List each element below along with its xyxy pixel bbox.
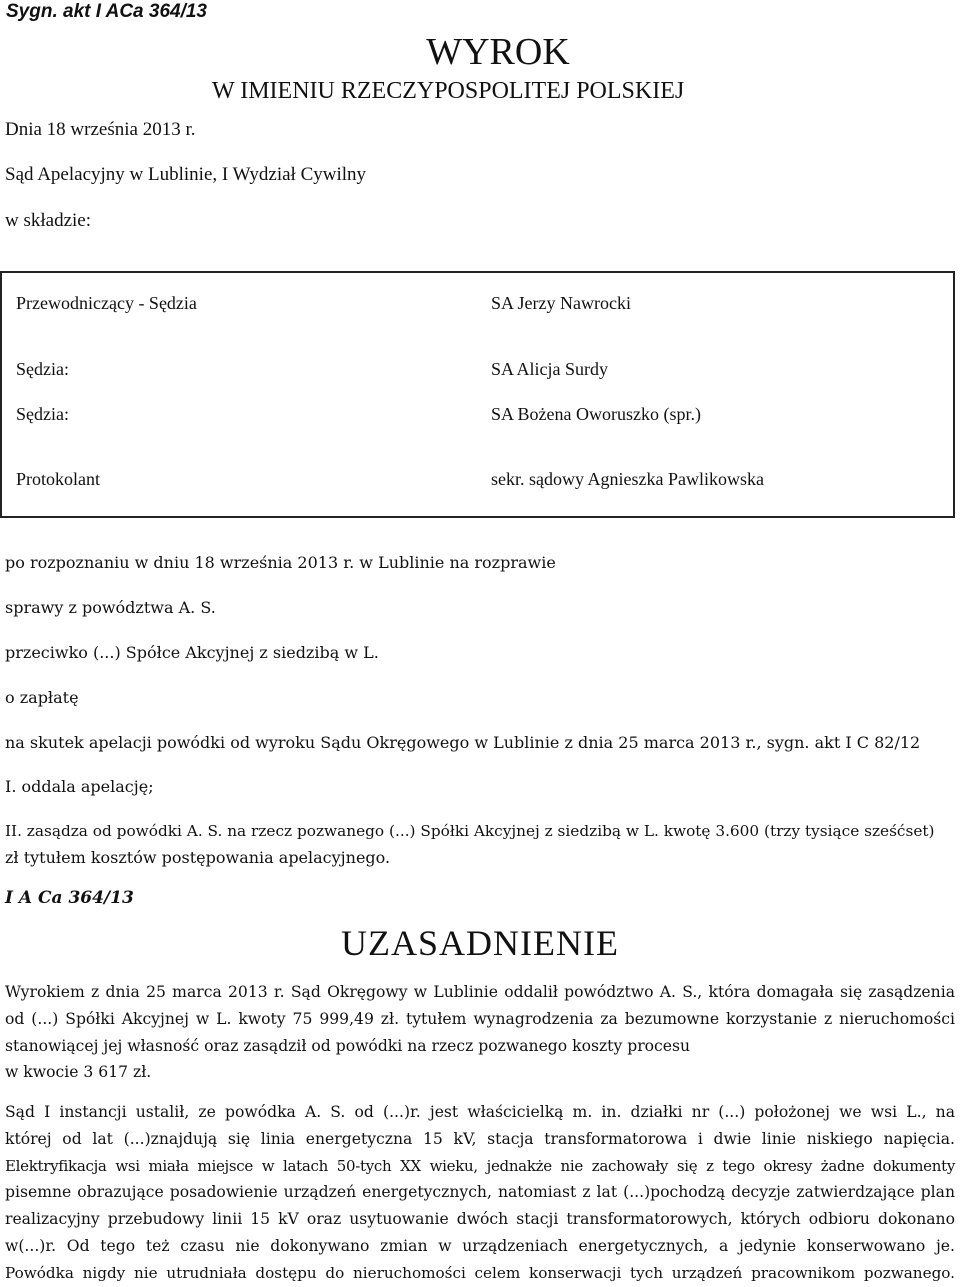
paragraph-line: której od lat (...)znajdują się linia energetyczna 15 kV, stacja transformatorowa i dwie linie niskiego napięcia. [5,1129,955,1148]
paragraph-line: od (...) Spółki Akcyjnej w L. kwoty 75 999,49 zł. tytułem wynagrodzenia za bezumowne korzystanie z nieruchomości [5,1009,955,1028]
judgment-date: Dnia 18 września 2013 r. [5,119,196,140]
panel-name-clerk: sekr. sądowy Agnieszka Pawlikowska [491,469,764,489]
paragraph-line: realizacyjny przebudowy linii 15 kV oraz usytuowanie dwóch stacji transformatorowych, których odbioru dokonano [5,1210,955,1229]
judgment-subtitle: W IMIENIU RZECZYPOSPOLITEJ POLSKIEJ [212,78,685,104]
panel-role-judge-1: Sędzia: [16,359,69,379]
panel-name-presiding: SA Jerzy Nawrocki [491,293,631,313]
paragraph-line: Powódka nigdy nie utrudniała dostępu do nieruchomości celem konserwacji tych urządzeń pracownikom pozwanego. [5,1263,955,1282]
judgment-title: WYROK [426,31,570,73]
paragraph-line: Sąd I instancji ustalił, ze powódka A. S. od (...)r. jest właścicielką m. in. działki nr (...) położonej we wsi L., na [5,1103,955,1121]
appeal-info: na skutek apelacji powódki od wyroku Sądu Okręgowego w Lublinie z dnia 25 marca 2013 r., sygn. akt I C 82/12 [5,733,921,752]
ruling-point-2-cont: zł tytułem kosztów postępowania apelacyjnego. [5,848,391,867]
paragraph-line: w kwocie 3 617 zł. [5,1063,152,1082]
justification-paragraph-2 [5,1099,955,1287]
defendant-info: przeciwko (...) Spółce Akcyjnej z siedzibą w L. [5,643,379,662]
claimant-info: sprawy z powództwa A. S. [5,598,216,617]
panel-name-judge-2: SA Bożena Oworuszko (spr.) [491,404,701,424]
case-signature: Sygn. akt I ACa 364/13 [6,1,208,22]
panel-role-judge-2: Sędzia: [16,404,69,424]
justification-paragraph-1 [5,979,955,1086]
court-panel-box [0,271,955,518]
ruling-point-2: II. zasądza od powódki A. S. na rzecz pozwanego (...) Spółki Akcyjnej z siedzibą w L. kwotę 3.600 (trzy tysiące sześćset) [5,822,935,840]
composition-label: w składzie: [5,210,92,231]
ruling-point-1: I. oddala apelację; [5,777,154,796]
paragraph-line: stanowiącej jej własność oraz zasądził od powódki na rzecz pozwanego koszty procesu [5,1036,691,1055]
panel-name-judge-1: SA Alicja Surdy [491,359,609,379]
paragraph-line: pisemne obrazujące posadowienie urządzeń energetycznych, natomiast z lat (...)pochodzą decyzje zatwierdzające plan [5,1183,955,1202]
justification-signature: I A Ca 364/13 [5,888,134,908]
hearing-info: po rozpoznaniu w dniu 18 września 2013 r. w Lublinie na rozprawie [5,553,556,572]
paragraph-line: w(...)r. Od tego też czasu nie dokonywano zmian w urządzeniach energetycznych, a jedynie konserwowano je. [5,1236,955,1255]
panel-role-presiding: Przewodniczący - Sędzia [16,293,197,313]
paragraph-line: Elektryfikacja wsi miała miejsce w latach 50-tych XX wieku, jednakże nie zachowały się z tego okresy żadne dokumenty [5,1156,955,1175]
panel-role-clerk: Protokolant [16,469,100,489]
court-name: Sąd Apelacyjny w Lublinie, I Wydział Cywilny [5,164,367,185]
subject-info: o zapłatę [5,688,79,707]
paragraph-line: Wyrokiem z dnia 25 marca 2013 r. Sąd Okręgowy w Lublinie oddalił powództwo A. S., która domagała się zasądzenia [5,983,955,1001]
justification-heading: UZASADNIENIE [341,923,619,963]
